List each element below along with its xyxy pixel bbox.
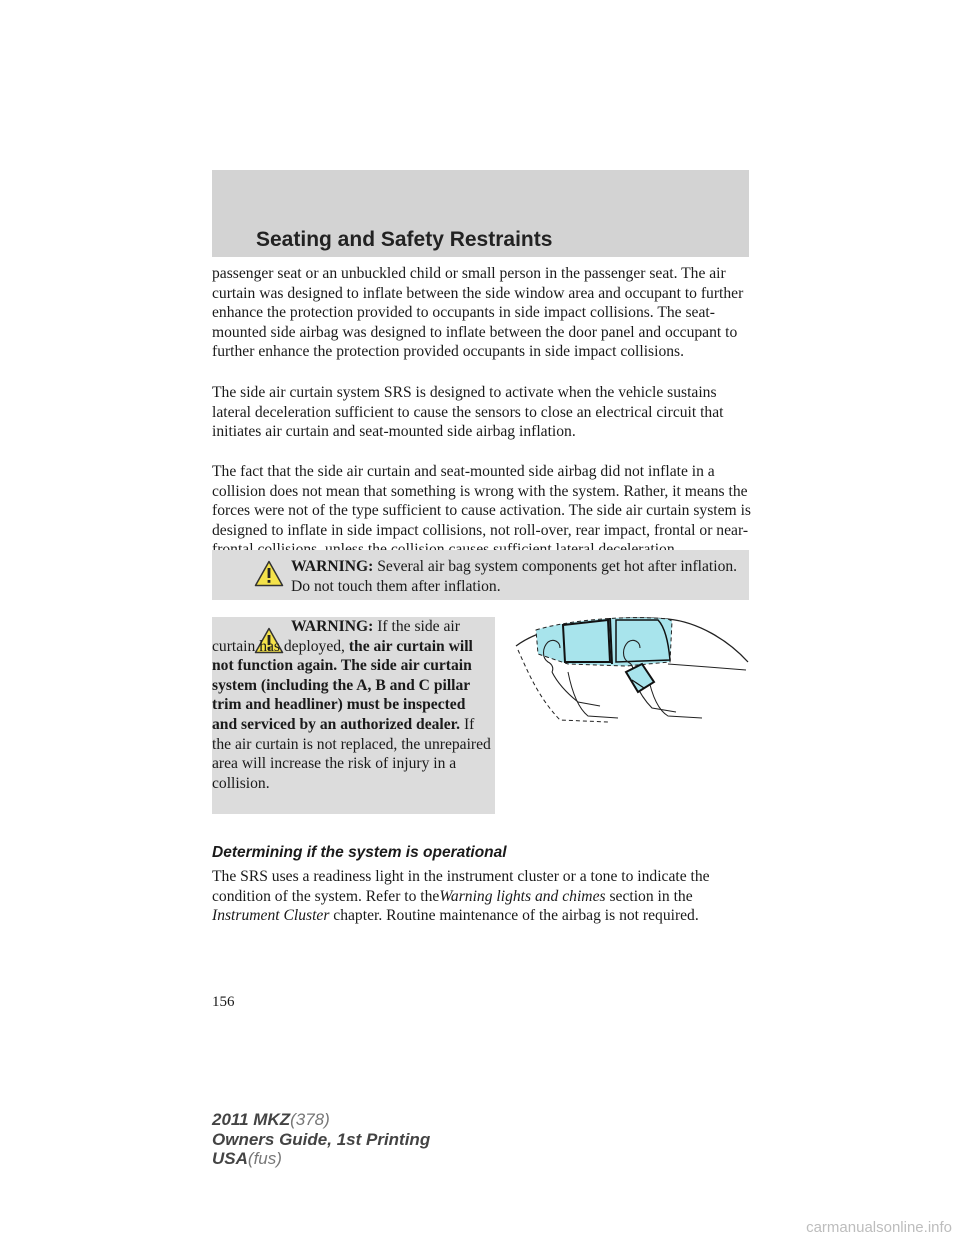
warning-triangle-icon	[254, 560, 284, 587]
warning-box-1	[212, 550, 749, 600]
footer-region-code: (fus)	[247, 1149, 282, 1168]
document-footer	[212, 1110, 430, 1169]
seat-airbag-shape	[626, 664, 654, 692]
side-air-curtain-diagram	[508, 612, 752, 724]
warning-body-1: Several air bag system components get hot after inflation. Do not touch them after inflation.	[291, 558, 738, 595]
warning-text-2	[212, 617, 492, 793]
section-text-2: section in the	[609, 887, 693, 905]
warning-box-2	[212, 617, 495, 814]
footer-printing: Owners Guide, 1st Printing	[212, 1129, 431, 1149]
section-ref-warning-lights: Warning lights and chimes	[439, 887, 606, 905]
paragraph-3: The fact that the side air curtain and seat-mounted side airbag did not inflate in a collision does not mean that something is wrong with the system. Rather, it means the forces were not of the type sufficient to cause activation. The side air curtain system is designed to inflate in side impact collisions, not roll-over, rear impact, frontal or near-	[212, 463, 751, 539]
footer-model: 2011 MKZ	[212, 1110, 291, 1129]
paragraph-2: The side air curtain system SRS is designed to activate when the vehicle sustains lateral deceleration sufficient to cause the sensors to close an electrical circuit that initiates air curtain and seat-mounted side airbag inflation.	[212, 384, 724, 441]
page-number: 156	[212, 994, 235, 1010]
warning-body-2a: If the side air curtain has deployed,	[212, 618, 460, 655]
section-text-1: The SRS uses a readiness light in the instrument cluster or a tone to indicate the condition of the system. Refer to the	[212, 868, 710, 905]
footer-region: USA	[212, 1149, 248, 1168]
section-heading: Determining if the system is operational	[212, 844, 507, 861]
paragraph-1: passenger seat or an unbuckled child or small person in the passenger seat. The air curtain was designed to inflate between the side window area and occupant to further enhance the protection provided to occupants in side impact collisions. The seat-mounted side airbag was designed to inflate between the door panel and occupant to further enhance the protection provided occupants in side impact collisions.	[212, 265, 744, 361]
footer-model-code: (378)	[290, 1110, 330, 1129]
warning-body-2-bold: the air curtain will not function again. The side air curtain system (including the A, B and C pillar trim and headliner) must be inspected and serviced by an authorized dealer.	[212, 637, 473, 733]
warning-body-2b: If the air curtain is not replaced, the unrepaired area will increase the risk of injury in a collision.	[212, 715, 491, 792]
section-paragraph	[212, 867, 752, 926]
section-ref-instrument-cluster: Instrument Cluster	[212, 907, 330, 925]
warning-text-1	[291, 557, 741, 596]
section-header	[212, 170, 749, 257]
warning-label-2: WARNING:	[291, 618, 374, 635]
watermark: carmanualsonline.info	[806, 1219, 952, 1236]
warning-label-1: WARNING:	[291, 558, 374, 575]
section-text-3: chapter. Routine maintenance of the airbag is not required.	[333, 907, 699, 925]
section-title: Seating and Safety Restraints	[256, 228, 553, 251]
